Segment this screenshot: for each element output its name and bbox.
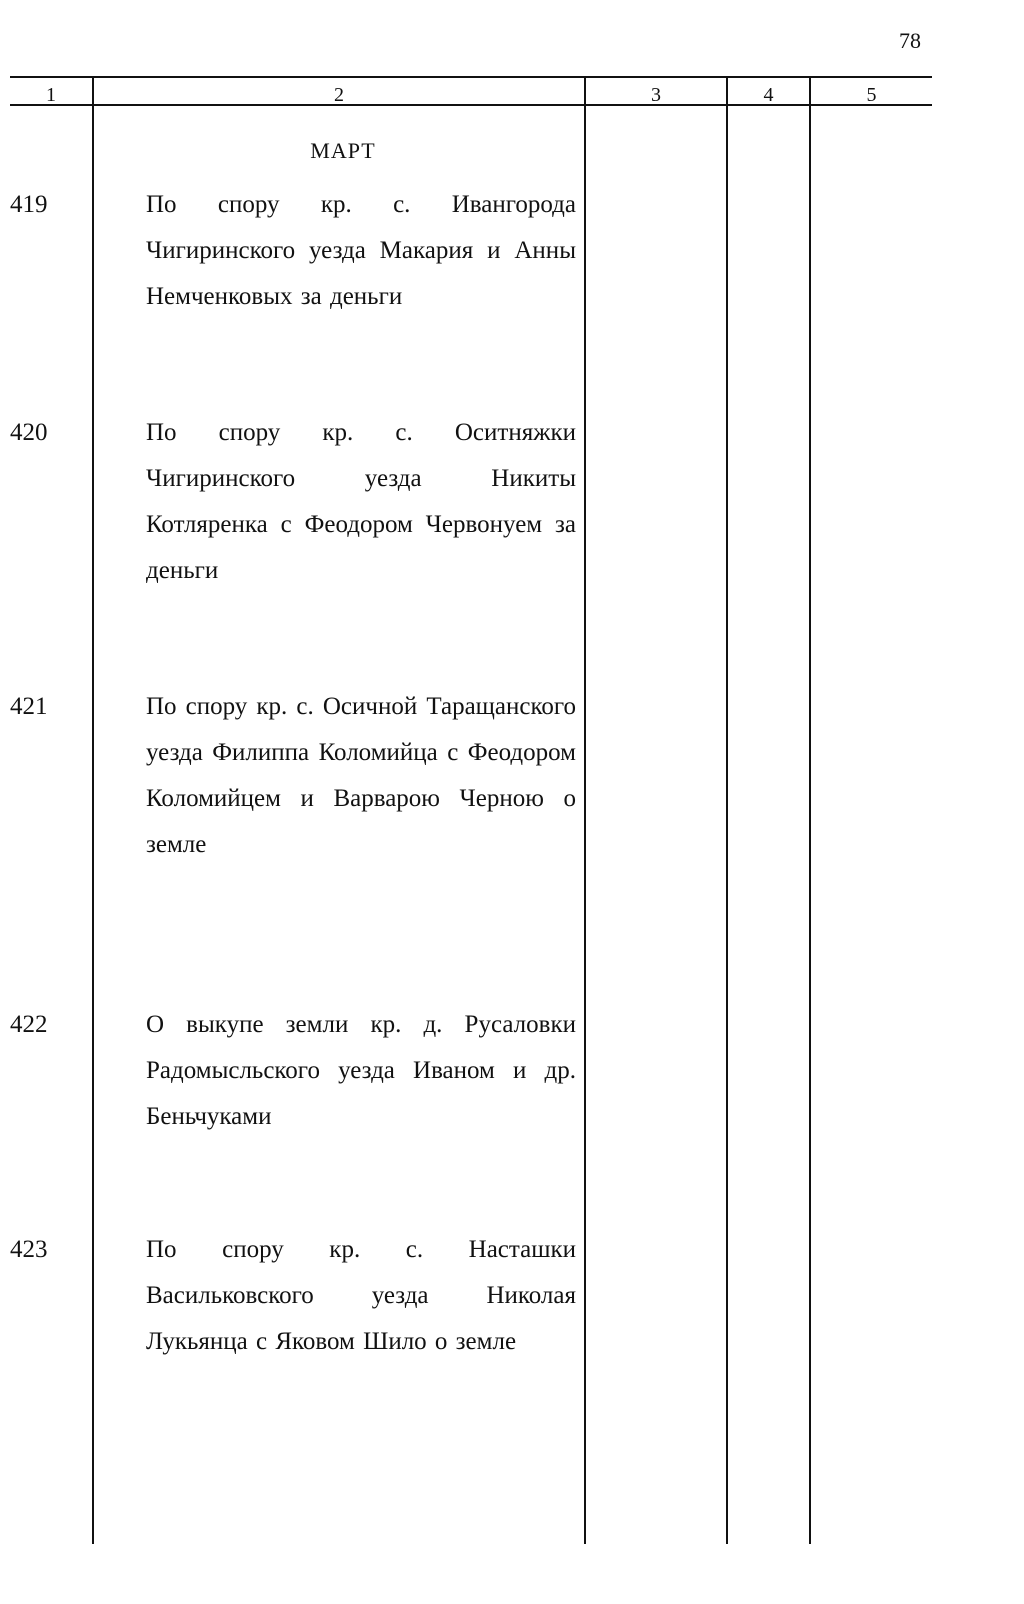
entry-text: По спору кр. с. Осичной Таращанского уезда Филиппа Коломийца с Феодором Коломийцем и Варварою Черною о земле [146,693,576,858]
table-top-rule [10,76,932,78]
page-number: 78 [899,28,921,53]
entry-number: 423 [10,1236,48,1263]
entry-text: По спору кр. с. Ивангорода Чигиринского уезда Макария и Анны Немченковых за деньги [146,191,576,310]
entry-number: 421 [10,693,48,720]
column-header-4: 4 [763,84,774,106]
entry-text: По спору кр. с. Насташки Васильковского уезда Николая Лукьянца с Яковом Шило о земле [146,1236,576,1355]
column-header-5: 5 [866,84,877,106]
column-header-3: 3 [651,84,661,106]
column-divider-4 [809,76,811,1544]
column-header-1: 1 [46,84,56,106]
entry-text: По спору кр. с. Оситняжки Чигиринского уезда Никиты Котляренка с Феодором Червонуем за деньги [146,419,576,584]
entry-number: 419 [10,191,48,218]
column-header-2: 2 [334,84,344,106]
entry-number: 422 [10,1011,48,1038]
column-divider-2 [584,76,586,1544]
column-divider-3 [726,76,728,1544]
column-divider-1 [92,76,94,1544]
entry-text: О выкупе земли кр. д. Русаловки Радомысльского уезда Иваном и др. Беньчуками [146,1011,576,1130]
month-heading: МАРТ [310,138,376,163]
entry-number: 420 [10,419,48,446]
